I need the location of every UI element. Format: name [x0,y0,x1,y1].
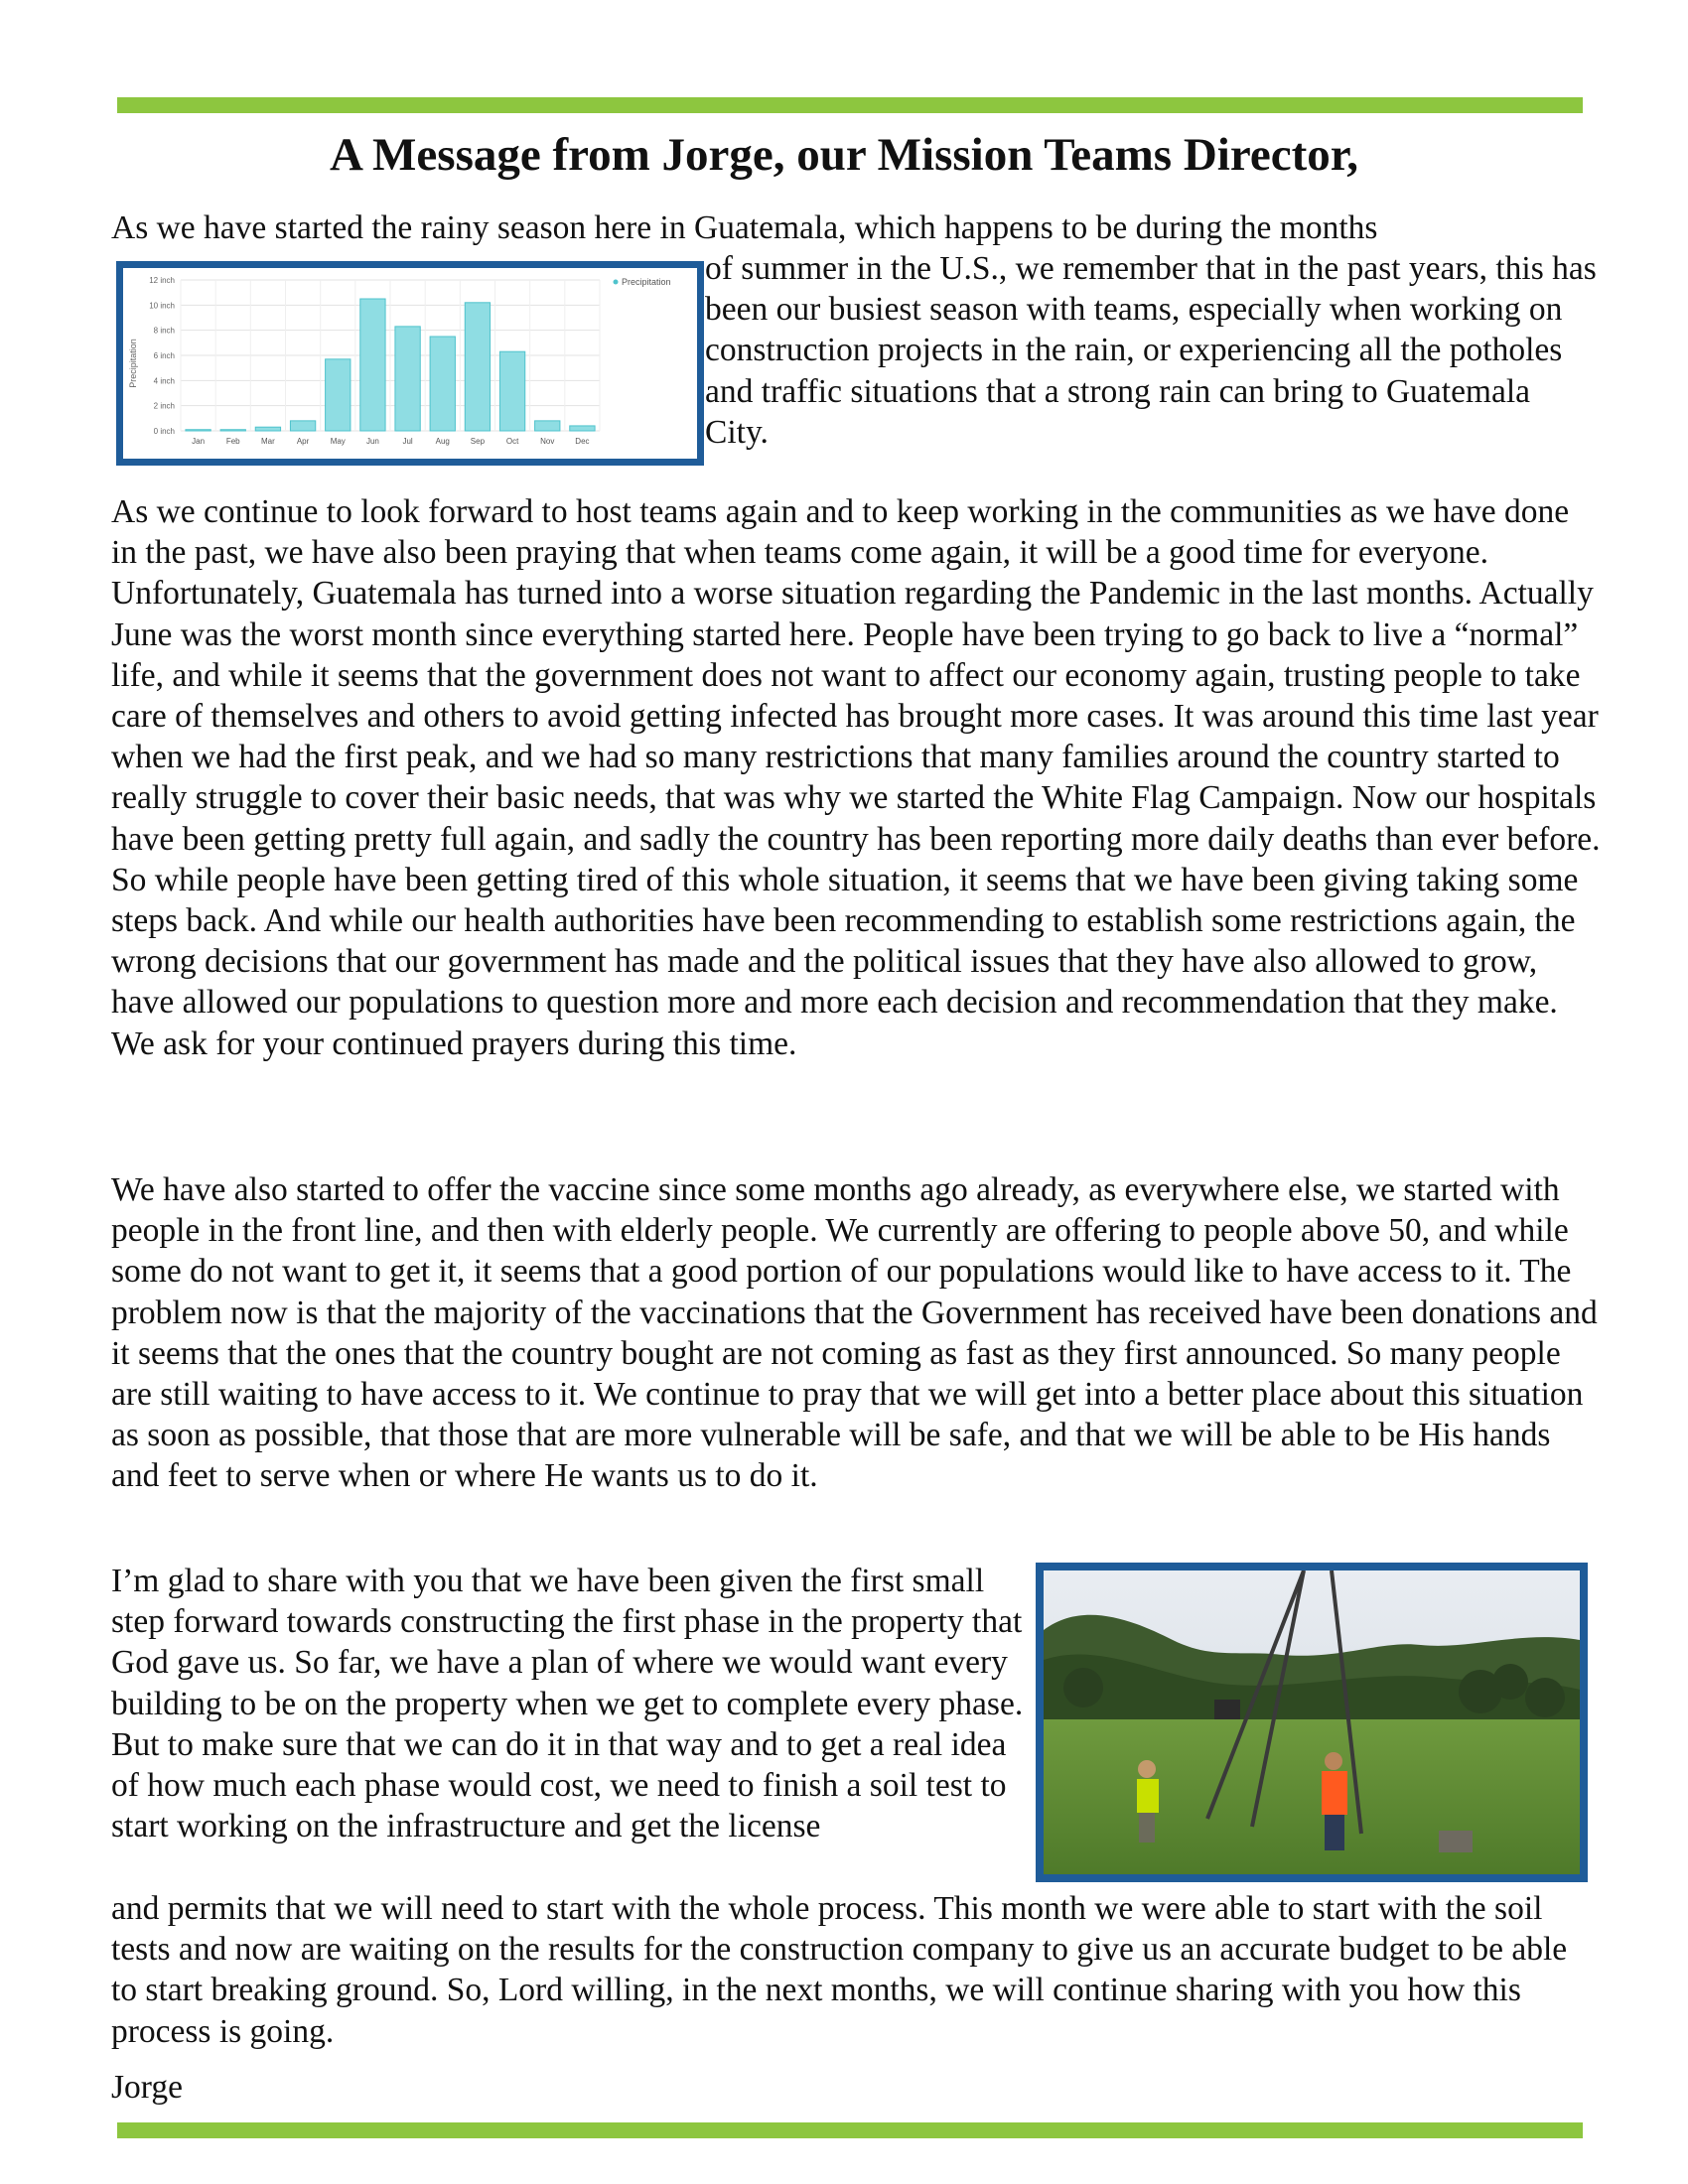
chart-x-tick-label: Sep [470,437,486,446]
paragraph-2: As we continue to look forward to host teams again and to keep working in the communities as we have done in the past, we have also been praying that when teams come again, it will be a good time for everyone. Unfortunately, Guatemala has turned into a worse situation regarding the Pandemic in the last months. Actually June was the worst month since everything started here. People have been trying to go back to live a “normal” life, and while it seems that the government does not want to affect our economy again, trusting people to take care of themselves and others to avoid getting infected has brought more cases. It was around this time last year when we had the first peak, and we had so many restrictions that many families around the country started to really struggle to cover their basic needs, that was why we started the White Flag Campaign. Now our hospitals have been getting pretty full again, and sadly the country has been reporting more daily deaths than ever before. So while people have been getting tired of this whole situation, it seems that we have been giving taking some steps back. And while our health authorities have been recommending to establish some restrictions again, the wrong decisions that our government has made and the political issues that they have also allowed to grow, have allowed our populations to question more and more each decision and recommendation that they make. We ask for your continued prayers during this time. [111,493,1601,1062]
worker-left-legs [1139,1813,1155,1843]
chart-x-tick-label: Feb [225,437,240,446]
chart-y-axis-label: Precipitation [128,339,138,388]
paragraph-4-beside-photo: I’m glad to share with you that we have been given the first small step forward towards constructing the first phase in the property that God gave us. So far, we have a plan of where we would want every building to be on the property when we get to complete every phase. But to make sure that we can do it in that way and to get a real idea of how much each phase would cost, we need to finish a soil test to start working on the infrastructure and get the license [111,1563,1024,1845]
chart-bar-jul [395,327,420,431]
paragraph-1-wrapped-text: of summer in the U.S., we remember that in the past years, this has been our busiest season with teams, especially when working on construction projects in the rain, or experiencing all the potholes and traffic situations that a strong rain can bring to Guatemala City. [705,250,1597,451]
chart-bar-feb [220,430,245,431]
paragraph-3: We have also started to offer the vaccine since some months ago already, as everywhere else, we started with people in the front line, and then with elderly people. We currently are offering to people above 50, and while some do not want to get it, it seems that a good portion of our populations would like to have access to it. The problem now is that the majority of the vaccinations that the Government has received have been donations and it seems that the ones that the country bought are not coming as fast as they first announced. So many people are still waiting to have access to it. We continue to pray that we will get into a better place about this situation as soon as possible, that those that are more vulnerable will be safe, and that we will be able to be His hands and feet to serve when or where He wants us to do it. [111,1171,1598,1495]
worker-left-head [1138,1760,1156,1778]
chart-x-tick-label: Jan [192,437,206,446]
chart-bar-jan [186,430,211,431]
chart-bar-sep [465,303,490,431]
chart-x-tick-label: Dec [575,437,590,446]
chart-y-tick-label: 10 inch [149,301,175,311]
chart-y-tick-label: 4 inch [153,376,175,386]
chart-y-tick-label: 2 inch [153,401,175,411]
chart-y-tick-label: 8 inch [153,326,175,336]
equipment-box [1439,1831,1473,1852]
legend-marker [614,280,619,285]
chart-x-tick-label: Jun [365,437,379,446]
chart-x-tick-label: Mar [261,437,275,446]
chart-y-tick-label: 6 inch [153,351,175,360]
paragraph-4-continuation: and permits that we will need to start with the whole process. This month we were able to start with the soil tests and now are waiting on the results for the construction company to give us an accurate budget to be able to start breaking ground. So, Lord willing, in the next months, we will continue sharing with you how this process is going. [111,1890,1568,2050]
chart-bar-apr [290,421,315,431]
chart-y-tick-label: 12 inch [149,276,175,285]
top-green-rule [117,97,1583,113]
chart-x-tick-label: Nov [540,437,555,446]
bottom-green-rule [117,2122,1583,2138]
worker-right-vest [1322,1771,1347,1815]
precipitation-chart [116,261,704,466]
paragraph-1-first-line: As we have started the rainy season here in Guatemala, which happens to be during the months [111,209,1378,246]
chart-bar-oct [499,351,524,431]
chart-bar-nov [535,421,560,431]
chart-x-tick-label: May [330,437,346,446]
chart-x-tick-label: Apr [296,437,310,446]
photo-field [1044,1719,1580,1874]
chart-x-tick-label: Oct [505,437,519,446]
page-title: A Message from Jorge, our Mission Teams Director, [329,129,1359,181]
precipitation-chart-svg [123,268,697,459]
legend-label: Precipitation [622,277,671,287]
soil-test-photo-illustration [1044,1570,1580,1874]
chart-bar-may [326,359,351,431]
chart-bar-aug [430,337,455,431]
drill-motor [1214,1700,1240,1719]
chart-y-tick-label: 0 inch [153,427,175,436]
chart-bar-mar [255,427,280,431]
chart-x-tick-label: Jul [402,437,413,446]
chart-bar-dec [570,426,595,431]
soil-test-photo [1036,1563,1588,1882]
worker-right-head [1325,1752,1342,1770]
signature: Jorge [111,2069,183,2106]
worker-right-legs [1325,1815,1344,1850]
chart-bar-jun [360,299,385,431]
chart-legend [614,277,671,287]
chart-x-tick-label: Aug [435,437,450,446]
worker-left-vest [1137,1779,1159,1813]
